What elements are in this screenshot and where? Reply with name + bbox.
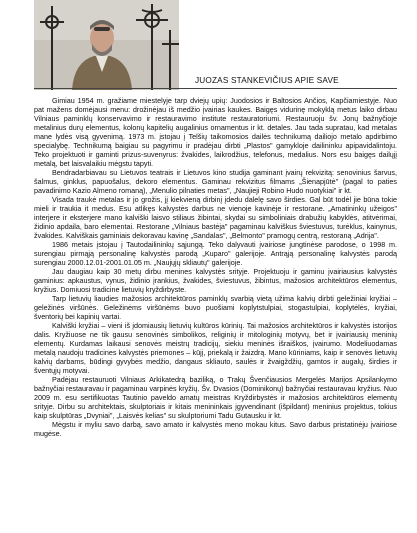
author-photo <box>34 0 179 90</box>
paragraph: Mėgstu ir myliu savo darbą, savo amato ir kalvystės meno mokau kitus. Savo darbus pristatinėju įvairiose mugėse. <box>34 420 397 438</box>
paragraph: Visada traukė metalas ir jo grožis, jį kiekvieną dirbinį įdedu dalelę savo širdies. Gal būt todėl jie būna tokie mieli ir traukia it medus. Esu atlikęs kalvystės darbus ne vienoje kavinėje ir restorane. „Amatininkų užeigos" interjere ir eksterjere mano kalviški laisvo stiliaus žibintai, skydai su simboliniais drabužių kabyklės, atitvėrimai, židinio apdaila, baro elementai. Restorane „Vilniaus bastėja" pagaminau kalviškus šviestuvus, turėklus, kainynus, žvakides. Kalviškais gaminiais dekoravau kavinę „Sandalas", „Belmonto" pramogų centrą, restoraną „Adrija". <box>34 195 397 240</box>
paragraph: Bendradarbiavau su Lietuvos teatrais ir Lietuvos kino studija gaminant įvairų rekvizitą: senovinius šarvus, šalmus, ginklus, papuošalus, dekoro elementus. Gaminau rekvizitus filmams „Šienapjūtė" (pagal to paties pavadinimo Kazio Almeno romaną), „Menulio pilnaties metas", „Naujieji Robino Hudo nuotykiai" ir kt. <box>34 168 397 195</box>
page-title: JUOZAS STANKEVIČIUS APIE SAVE <box>195 76 339 85</box>
paragraph: Gimiau 1954 m. gražiame miestelyje tarp dviejų upių: Juodosios ir Baltosios Ančios, Kapčiamiestyje. Nuo pat mažens domėjausi menu: drožinėjau iš medžio įvairias kaukes. Baigęs vidurinę mokyklą metus laiko dirbau Vilniaus paminklų konservavimo ir restauravimo institute restauratoriumi. Restauruoju šv. Jonų bažnyčioje metalinius durų elementus, kolonų kapitelių augalinius ornamentus ir kt. detales. Jau tada supratau, kad metalas mane lydės visą gyvenimą. 1973 m. įstojau į Telšių taikomosios dailės technikumą dailiojo metalo apdirbimo specialybę. Technikumą baigiau su pagyrimu ir pradėjau dirbti „Plastos" gamykloje dailininku apipavidalintoju. Teko projektuoti ir gaminti prizus-suvenyrus: žvakides, laikrodžius, telefonus, medalius. Nors esu baigęs dailųjį metalą, bet laisvalaikiu mėgstu tapyti. <box>34 96 397 168</box>
paragraph: 1986 metais įstojau į Tautodailininkų sąjungą. Teko dalyvauti įvairiose jungtinėse parodose, o 1998 m. surengiau pirmąją personalinę kalvystės parodą „Kuparo" galerijoje. Antrąją personalinę kalvystės parodą surengiau 2000.12.01-2001.01.05 m. „Naujųjų skliautų" galerijoje. <box>34 240 397 267</box>
paragraph: Jau daugiau kaip 30 metų dirbu menines kalvystės srityje. Projektuoju ir gaminu įvairiausius kalvystės gaminius: apkaustus, vynus, židinio įrankius, žvakides, šviestuvus, žibintus, mažosios architektūros elementus, kryžius. Domiuosi tradicine lietuvių kryždirbyste. <box>34 267 397 294</box>
title-divider <box>34 88 397 89</box>
article-body <box>34 96 397 438</box>
paragraph: Kalviški kryžiai – vieni iš įdomiausių lietuvių kultūros kūrinių. Tai mažosios architektūros ir kalvystės istorijos dalis. Kryžiuose ne tik gausu senovinės simbolikos, religinių ir mitologinių motyvų, bet ir įvairiausių meninių elementų. Kurdamas laikausi senovės meistrų tradicijų, siekiu meninės išraiškos, įvairumo. Modeliuodamas metalą naudoju tradicines kalvystės priemones – kūjį, priekalą ir žaizdrą. Mano kūriniams, kaip ir senovės lietuvių kalvių darbams, būdingi gyvybės medžio, dangaus skliauto, saulės ir žvaigždžių, gamtos ir augalų, širdies ir šventųjų motyvai. <box>34 321 397 375</box>
paragraph: Padėjau restauruoti Vilniaus Arkikatedrą baziliką, o Trakų Švenčiausios Mergelės Marijos Apsilankymo bažnyčiai restauravau ir pagaminau varpinės kryžių. Šv. Dvasios (Dominikonų) bažnyčiai restauravau kryžius. Nuo 2009 m. esu sertifikuotas Tautinio paveldo amatų meistras Kryždirbystės ir mažosios architektūros elementų srityje. Dirbu su architektais, skulptoriais ir kitais menininkais įgyvendinant (išpildant) meninius projektus, tokius kaip skulptūras „Dvyniai", „Laisvės kelias" su skulptoriumi Tadu Gutausku ir kt. <box>34 375 397 420</box>
paragraph: Tarp lietuvių liaudies mažosios architektūros paminklų svarbią vietą užima kalvių dirbti geležiniai kryžiai – geležinės viršūnės. Geležinėms viršūnėms buvo puošiami koplytstulpiai, stogastulpiai, koplytėlės, kryžiai, šventorių bei kapinių vartai. <box>34 294 397 321</box>
portrait-image <box>34 0 179 90</box>
